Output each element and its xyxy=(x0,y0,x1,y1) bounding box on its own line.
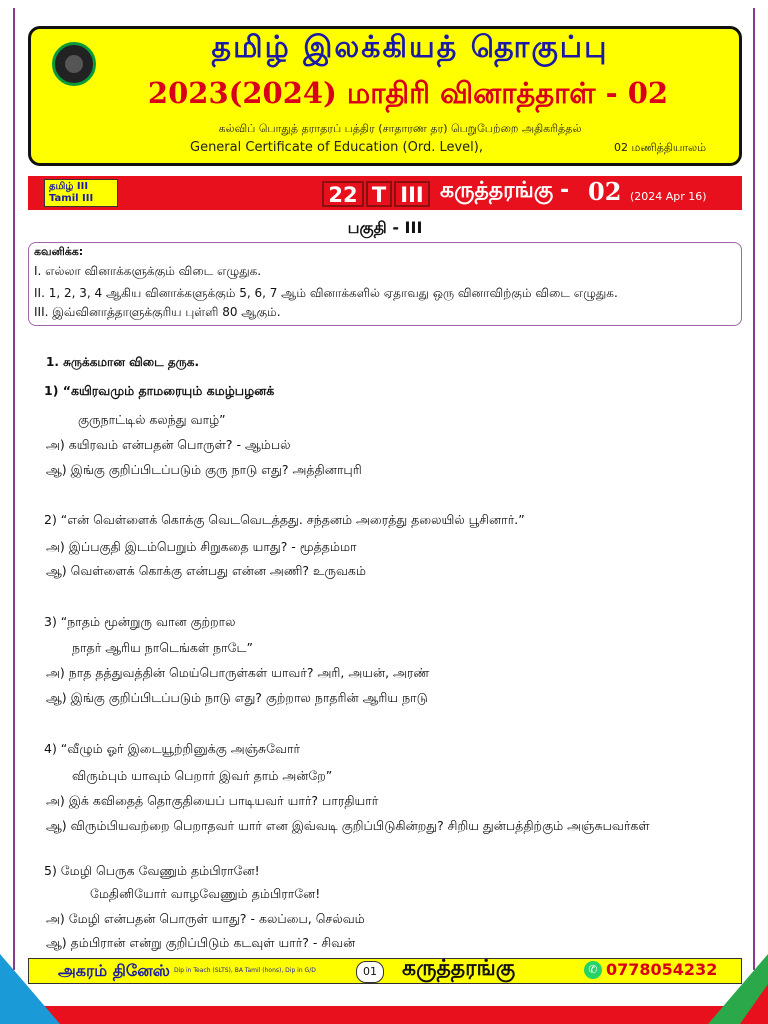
footer-phone: 0778054232 xyxy=(606,960,718,979)
answer-line: ஆ) இங்கு குறிப்பிடப்படும் நாடு எது? குற்றால நாதரின் ஆரிய நாடு xyxy=(46,690,428,705)
part-heading: பகுதி - III xyxy=(347,218,423,237)
corner-decoration-left xyxy=(0,954,60,1024)
answer-line: ஆ) இங்கு குறிப்பிடப்படும் குரு நாடு எது? அத்தினாபுரி xyxy=(46,462,362,477)
page-title: தமிழ் இலக்கியத் தொகுப்பு xyxy=(211,30,609,65)
notes-title: கவனிக்க: xyxy=(34,245,84,258)
footer-brand: கருத்தரங்கு xyxy=(402,956,516,981)
answer-line: அ) கயிரவம் என்பதன் பொருள்? - ஆம்பல் xyxy=(46,437,291,452)
code-box-part: III xyxy=(394,181,430,207)
note-item: II. 1, 2, 3, 4 ஆகிய வினாக்களுக்கும் 5, 6, 7 ஆம் வினாக்களில் ஏதாவது ஒரு வினாவிற்கும் விடை எழுதுக. xyxy=(34,286,618,300)
subject-badge xyxy=(44,179,118,207)
answer-line: ஆ) விரும்பியவற்றை பெறாதவர் யார் என இவ்வடி குறிப்பிடுகின்றது? சிறிய துன்பத்திற்கும் அஞ்சுபவர்கள் xyxy=(46,818,650,833)
code-box-letter: T xyxy=(366,181,392,207)
question-line: 2) “என் வெள்ளைக் கொக்கு வெடவெடத்தது. சந்தனம் அரைத்து தலையில் பூசினார்.” xyxy=(44,512,525,527)
header-exam-name: General Certificate of Education (Ord. Level), xyxy=(190,140,483,155)
page-subtitle: 2023(2024) மாதிரி வினாத்தாள் - 02 xyxy=(147,76,669,110)
note-item: I. எல்லா வினாக்களுக்கும் விடை எழுதுக. xyxy=(34,264,262,278)
question-line: நாதர் ஆரிய நாடெங்கள் நாடே” xyxy=(72,640,253,655)
page-frame-right xyxy=(753,8,755,970)
question-line: 1) “கயிரவமும் தாமரையும் கமழ்பழனக் xyxy=(44,383,275,398)
subject-name: கருத்தரங்கு xyxy=(440,178,554,203)
logo-icon xyxy=(52,42,96,86)
code-box-number: 22 xyxy=(322,181,364,207)
header-description: கல்விப் பொதுத் தராதரப் பத்திர (சாதாரண தர) பெறுபேற்றை அதிகரித்தல் xyxy=(218,122,582,135)
question-line: குருநாட்டில் கலந்து வாழ்” xyxy=(78,412,226,427)
answer-line: ஆ) வெள்ளைக் கொக்கு என்பது என்ன அணி? உருவகம் xyxy=(46,563,366,578)
subject-en: Tamil III xyxy=(49,193,94,204)
note-item: III. இவ்வினாத்தாளுக்குரிய புள்ளி 80 ஆகும். xyxy=(34,305,281,319)
footer-divider xyxy=(0,996,768,1006)
question-line: விரும்பும் யாவும் பெறார் இவர் தாம் அன்றே” xyxy=(72,768,333,783)
answer-line: அ) இக் கவிதைத் தொகுதியைப் பாடியவர் யார்? பாரதியார் xyxy=(46,793,379,808)
corner-decoration-right-inner xyxy=(740,984,768,1024)
question-line: 4) “வீழும் ஓர் இடையூற்றினுக்கு அஞ்சுவோர் xyxy=(44,741,301,756)
answer-line: அ) மேழி என்பதன் பொருள் யாது? - கலப்பை, செல்வம் xyxy=(46,911,365,926)
footer-author: அகரம் தினேஸ் xyxy=(58,961,170,980)
question-heading: 1. சுருக்கமான விடை தருக. xyxy=(46,355,200,369)
title-dash: - xyxy=(560,178,570,203)
paper-number: 02 xyxy=(588,177,622,206)
page-number: 01 xyxy=(356,961,384,983)
answer-line: அ) இப்பகுதி இடம்பெறும் சிறுகதை யாது? - மூத்தம்மா xyxy=(46,539,357,554)
answer-line: அ) நாத தத்துவத்தின் மெய்பொருள்கள் யாவர்? அரி, அயன், அரண் xyxy=(46,665,430,680)
question-line: மேதினியோர் வாழவேணும் தம்பிரானே! xyxy=(90,886,321,901)
answer-line: ஆ) தம்பிரான் என்று குறிப்பிடும் கடவுள் யார்? - சிவன் xyxy=(46,935,356,950)
whatsapp-icon: ✆ xyxy=(584,961,602,979)
page-frame-left xyxy=(13,8,15,970)
exam-date: (2024 Apr 16) xyxy=(630,190,707,203)
subject-ta: தமிழ் III xyxy=(49,181,89,192)
question-line: 3) “நாதம் மூன்றுரு வான குற்றால xyxy=(44,614,236,629)
footer-qualifications: Dip in Teach (SLTS), BA Tamil (hons), Dip in G/D xyxy=(174,967,316,974)
bottom-stripe xyxy=(0,1006,768,1024)
exam-duration: 02 மணித்தியாலம் xyxy=(614,141,707,154)
question-line: 5) மேழி பெருக வேணும் தம்பிரானே! xyxy=(44,863,260,878)
